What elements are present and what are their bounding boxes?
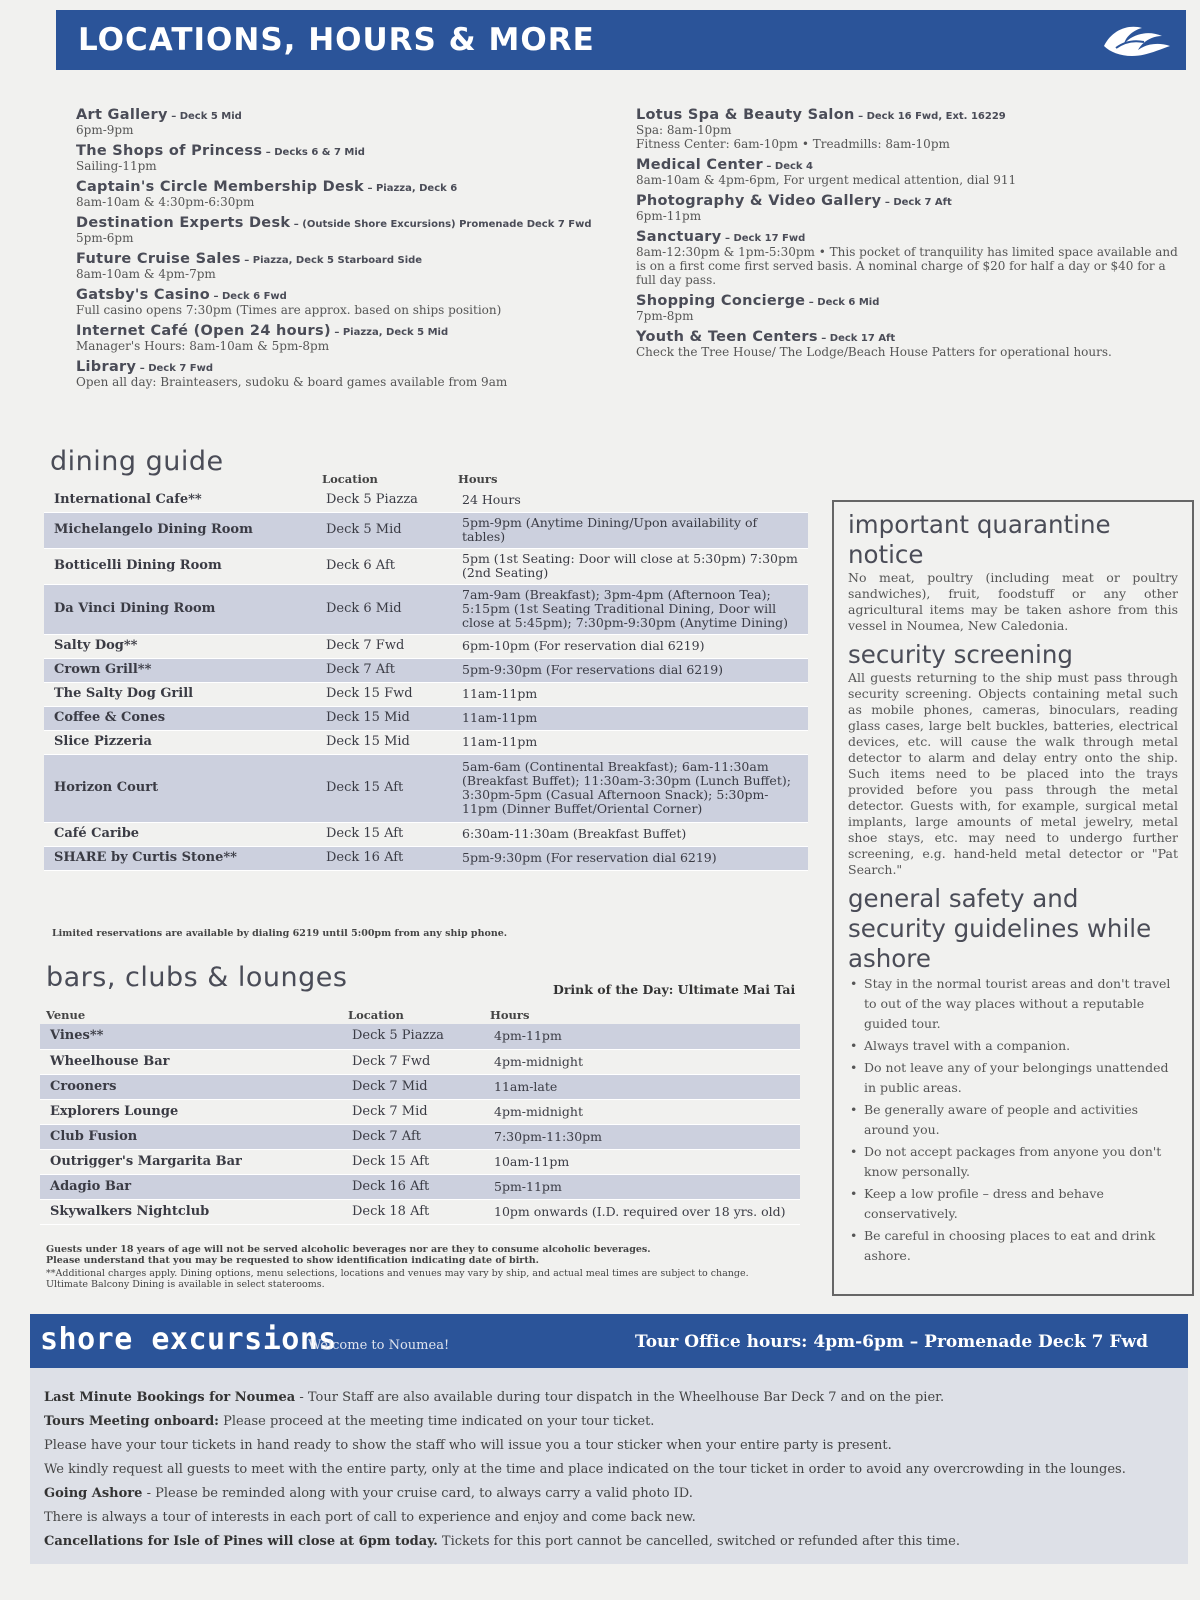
shore-line-text: We kindly request all guests to meet with the entire party, only at the time and place indicated on the tour ticket in order to avoid any overcrowding in the lounges. [44, 1462, 1126, 1477]
dining-venue: Da Vinci Dining Room [44, 584, 316, 634]
shore-line-bold: Last Minute Bookings for Noumea [44, 1390, 296, 1405]
location-entry [636, 326, 1188, 359]
dining-row [44, 488, 808, 512]
bar-location: Deck 7 Mid [342, 1099, 484, 1124]
dining-hours: 5pm (1st Seating: Door will close at 5:30pm) 7:30pm (2nd Seating) [452, 548, 808, 584]
dining-location: Deck 5 Piazza [316, 488, 452, 512]
location-name: Lotus Spa & Beauty Salon [636, 107, 855, 123]
dining-hours: 5am-6am (Continental Breakfast); 6am-11:30am (Breakfast Buffet); 11:30am-3:30pm (Lunch Buffet); 3:30pm-5pm (Casual Afternoon Snack); 5:30pm-11pm (Dinner Buffet/Oriental Corner) [452, 754, 808, 822]
location-dash: – [240, 255, 253, 266]
location-entry [76, 248, 636, 281]
shore-line [44, 1530, 1174, 1554]
dining-location: Deck 16 Aft [316, 846, 452, 870]
location-heading [636, 290, 1188, 309]
location-hours: 6pm-9pm [76, 123, 134, 137]
location-entry [76, 356, 636, 389]
shore-line-text: - Tour Staff are also available during tour dispatch in the Wheelhouse Bar Deck 7 and on the pier. [295, 1390, 945, 1405]
bar-location: Deck 7 Fwd [342, 1049, 484, 1074]
location-deck: Deck 5 Mid [179, 111, 242, 122]
dining-row [44, 822, 808, 846]
dining-venue: Botticelli Dining Room [44, 548, 316, 584]
dining-venue: Horizon Court [44, 754, 316, 822]
notices-sidebar [832, 500, 1194, 1296]
shore-line-text: - Please be reminded along with your cruise card, to always carry a valid photo ID. [142, 1486, 693, 1501]
bar-location: Deck 7 Aft [342, 1124, 484, 1149]
location-name: Library [76, 359, 137, 375]
location-entry [76, 176, 636, 209]
location-heading [76, 140, 636, 159]
location-dash: – [330, 327, 343, 338]
location-name: Internet Café (Open 24 hours) [76, 323, 331, 339]
location-heading [76, 176, 636, 195]
dining-note: Limited reservations are available by dialing 6219 until 5:00pm from any ship phone. [52, 928, 508, 939]
location-hours: 8am-10am & 4:30pm-6:30pm [76, 195, 255, 209]
shore-line [44, 1506, 1174, 1530]
location-heading [76, 284, 636, 303]
location-dash: – [136, 363, 149, 374]
quarantine-title: important quarantine notice [848, 510, 1111, 569]
location-dash: – [805, 297, 818, 308]
dining-hours: 5pm-9:30pm (For reservation dial 6219) [452, 846, 808, 870]
location-heading [636, 226, 1188, 245]
location-name: Photography & Video Gallery [636, 193, 882, 209]
dining-hours: 11am-11pm [452, 682, 808, 706]
bar-venue: Club Fusion [40, 1124, 342, 1149]
location-deck: Deck 7 Aft [893, 197, 952, 208]
location-heading [76, 212, 636, 231]
safety-item: • Be generally aware of people and activities around you. [848, 1100, 1178, 1140]
location-dash: – [210, 291, 222, 302]
bar-hours: 10am-11pm [484, 1149, 800, 1174]
shore-line-text: Please proceed at the meeting time indicated on your tour ticket. [219, 1414, 655, 1429]
location-hours: Manager's Hours: 8am-10am & 5pm-8pm [76, 339, 330, 353]
dining-row [44, 730, 808, 754]
location-hours: 8am-10am & 4pm-6pm, For urgent medical attention, dial 911 [636, 173, 1017, 187]
location-heading [636, 154, 1188, 173]
bar-venue: Vines** [40, 1024, 342, 1049]
location-entry [636, 226, 1188, 287]
bars-table [40, 1006, 800, 1225]
shore-line-bold: Tours Meeting onboard: [44, 1414, 219, 1429]
location-deck: Deck 17 Aft [829, 333, 896, 344]
dining-header-venue [44, 470, 316, 488]
location-entry [76, 284, 636, 317]
bar-location: Deck 15 Aft [342, 1149, 484, 1174]
dining-venue: Coffee & Cones [44, 706, 316, 730]
location-deck: Deck 7 Fwd [148, 363, 214, 374]
bar-hours: 4pm-11pm [484, 1024, 800, 1049]
location-heading [76, 320, 636, 339]
location-hours: 8am-12:30pm & 1pm-5:30pm • This pocket of tranquility has limited space available and is on a first come first served basis. A nominal charge of $20 for half a day or $40 for a full day pass. [636, 245, 1178, 287]
page-title: LOCATIONS, HOURS & MORE [78, 22, 595, 58]
location-entry [636, 154, 1188, 187]
location-dash: – [762, 161, 775, 172]
shore-line-text: Please have your tour tickets in hand ready to show the staff who will issue you a tour sticker when your entire party is present. [44, 1438, 892, 1453]
dining-row [44, 634, 808, 658]
location-hours: Sailing-11pm [76, 159, 157, 173]
location-dash: – [167, 111, 180, 122]
bars-title: bars, clubs & lounges [46, 962, 348, 993]
princess-seawitch-logo-icon [1098, 16, 1176, 64]
location-name: Youth & Teen Centers [636, 329, 818, 345]
dining-venue: Crown Grill** [44, 658, 316, 682]
bar-venue: Wheelhouse Bar [40, 1049, 342, 1074]
dining-hours: 5pm-9pm (Anytime Dining/Upon availability of tables) [452, 512, 808, 548]
dining-row [44, 846, 808, 870]
location-heading [636, 326, 1188, 345]
bar-row [40, 1174, 800, 1199]
shore-line-bold: Cancellations for Isle of Pines will close at 6pm today. [44, 1534, 438, 1549]
dining-hours: 11am-11pm [452, 730, 808, 754]
bar-row [40, 1024, 800, 1049]
dining-venue: Café Caribe [44, 822, 316, 846]
location-hours: Full casino opens 7:30pm (Times are approx. based on ships position) [76, 303, 502, 317]
location-entry [76, 104, 636, 137]
bar-hours: 4pm-midnight [484, 1049, 800, 1074]
location-name: Medical Center [636, 157, 763, 173]
safety-item: • Stay in the normal tourist areas and don't travel to out of the way places without a reputable guided tour. [848, 974, 1178, 1034]
location-hours: 7pm-8pm [636, 309, 694, 323]
location-deck: Piazza, Deck 5 Starboard Side [252, 255, 423, 266]
location-hours: 8am-10am & 4pm-7pm [76, 267, 216, 281]
location-deck: Decks 6 & 7 Mid [274, 147, 365, 158]
bar-venue: Explorers Lounge [40, 1099, 342, 1124]
shore-excursions-bar [30, 1314, 1188, 1368]
bar-location: Deck 16 Aft [342, 1174, 484, 1199]
dining-guide-title: dining guide [50, 446, 224, 477]
dining-location: Deck 15 Mid [316, 706, 452, 730]
safety-item: • Keep a low profile – dress and behave conservatively. [848, 1184, 1178, 1224]
location-hours: Open all day: Brainteasers, sudoku & board games available from 9am [76, 375, 508, 389]
tour-office-hours: Tour Office hours: 4pm-6pm – Promenade Deck 7 Fwd [635, 1332, 1148, 1352]
security-title: security screening [848, 640, 1073, 669]
dining-row [44, 658, 808, 682]
location-deck: Piazza, Deck 6 [375, 183, 458, 194]
dining-header-hours: Hours [458, 472, 498, 486]
location-name: The Shops of Princess [76, 143, 263, 159]
dining-location: Deck 7 Aft [316, 658, 452, 682]
dining-location: Deck 15 Fwd [316, 682, 452, 706]
bar-row [40, 1199, 800, 1224]
shore-line-text: There is always a tour of interests in each port of call to experience and enjoy and come back new. [44, 1510, 696, 1525]
shore-line [44, 1458, 1174, 1482]
shore-info-box [30, 1368, 1188, 1564]
location-dash: – [262, 147, 275, 158]
shore-welcome: Welcome to Noumea! [308, 1338, 450, 1353]
location-dash: – [290, 219, 303, 230]
dining-hours: 6pm-10pm (For reservation dial 6219) [452, 634, 808, 658]
bar-row [40, 1074, 800, 1099]
bars-note-age: Guests under 18 years of age will not be served alcoholic beverages nor are they to consume alcoholic beverages. [46, 1244, 651, 1255]
location-heading [76, 356, 636, 375]
location-entry [636, 290, 1188, 323]
dining-row [44, 754, 808, 822]
location-hours: Spa: 8am-10pm Fitness Center: 6am-10pm • Treadmills: 8am-10pm [636, 123, 950, 151]
dining-location: Deck 15 Aft [316, 822, 452, 846]
location-name: Sanctuary [636, 229, 722, 245]
safety-list [848, 974, 1178, 1266]
dining-venue: Slice Pizzeria [44, 730, 316, 754]
location-hours: 5pm-6pm [76, 231, 134, 245]
location-heading [636, 190, 1188, 209]
dining-location: Deck 15 Mid [316, 730, 452, 754]
location-name: Future Cruise Sales [76, 251, 241, 267]
dining-location: Deck 15 Aft [316, 754, 452, 822]
bar-row [40, 1099, 800, 1124]
dining-row [44, 706, 808, 730]
dining-location: Deck 6 Aft [316, 548, 452, 584]
security-text: All guests returning to the ship must pass through security screening. Objects containing metal such as mobile phones, cameras, binoculars, reading glass cases, large belt buckles, batteries, electrical devices, etc. will cause the walk through metal detector to alarm and delay entry onto the ship. Such items need to be placed into the trays provided before you pass through the metal detector. Guests with, for example, surgical metal implants, large amounts of metal jewelry, metal shoe stays, etc. may need to undergo further screening, e.g. hand-held metal detector or "Pat Search." [848, 670, 1178, 877]
location-entry [76, 140, 636, 173]
dining-row [44, 682, 808, 706]
drink-of-the-day: Drink of the Day: Ultimate Mai Tai [553, 982, 796, 997]
locations-left-column [76, 104, 636, 392]
location-dash: – [721, 233, 734, 244]
location-entry [76, 320, 636, 353]
bar-location: Deck 5 Piazza [342, 1024, 484, 1049]
shore-line [44, 1482, 1174, 1506]
safety-item: • Do not leave any of your belongings unattended in public areas. [848, 1058, 1178, 1098]
location-name: Captain's Circle Membership Desk [76, 179, 364, 195]
location-hours: Check the Tree House/ The Lodge/Beach House Patters for operational hours. [636, 345, 1112, 359]
shore-line [44, 1434, 1174, 1458]
location-entry [76, 212, 636, 245]
bar-location: Deck 18 Aft [342, 1199, 484, 1224]
bar-hours: 10pm onwards (I.D. required over 18 yrs. old) [484, 1199, 800, 1224]
location-entry [636, 190, 1188, 223]
safety-title: general safety and security guidelines while ashore [848, 884, 1152, 973]
bar-venue: Adagio Bar [40, 1174, 342, 1199]
dining-row [44, 512, 808, 548]
bar-row [40, 1149, 800, 1174]
dining-location: Deck 6 Mid [316, 584, 452, 634]
bar-hours: 11am-late [484, 1074, 800, 1099]
quarantine-text: No meat, poultry (including meat or poultry sandwiches), fruit, foodstuff or any other agricultural items may be taken ashore from this vessel in Noumea, New Caledonia. [848, 570, 1178, 633]
dining-table [44, 470, 808, 871]
shore-title: shore excursions [40, 1322, 337, 1357]
bar-row [40, 1049, 800, 1074]
dining-hours: 7am-9am (Breakfast); 3pm-4pm (Afternoon Tea); 5:15pm (1st Seating Traditional Dining, Door will close at 5:45pm); 7:30pm-9:30pm (Anytime Dining) [452, 584, 808, 634]
bars-note-charges: **Additional charges apply. Dining options, menu selections, locations and venues may vary by ship, and actual meal times are subject to change. Ultimate Balcony Dining is available in select staterooms. [46, 1268, 749, 1290]
bar-hours: 7:30pm-11:30pm [484, 1124, 800, 1149]
dining-hours: 5pm-9:30pm (For reservations dial 6219) [452, 658, 808, 682]
dining-header-location: Location [322, 472, 378, 486]
shore-line [44, 1410, 1174, 1434]
dining-venue: Michelangelo Dining Room [44, 512, 316, 548]
bar-hours: 4pm-midnight [484, 1099, 800, 1124]
location-hours: 6pm-11pm [636, 209, 702, 223]
bars-note-id: Please understand that you may be requested to show identification indicating date of birth. [46, 1255, 539, 1266]
location-heading [76, 104, 636, 123]
bar-venue: Outrigger's Margarita Bar [40, 1149, 342, 1174]
location-heading [636, 104, 1188, 123]
location-name: Art Gallery [76, 107, 168, 123]
bar-venue: Skywalkers Nightclub [40, 1199, 342, 1224]
header-bar [56, 10, 1186, 70]
location-deck: Deck 6 Mid [817, 297, 880, 308]
location-entry [636, 104, 1188, 151]
dining-row [44, 584, 808, 634]
safety-item: • Do not accept packages from anyone you don't know personally. [848, 1142, 1178, 1182]
dining-hours: 6:30am-11:30am (Breakfast Buffet) [452, 822, 808, 846]
location-deck: Deck 17 Fwd [733, 233, 806, 244]
location-deck: Deck 6 Fwd [221, 291, 287, 302]
bar-hours: 5pm-11pm [484, 1174, 800, 1199]
location-name: Destination Experts Desk [76, 215, 291, 231]
dining-venue: The Salty Dog Grill [44, 682, 316, 706]
location-dash: – [881, 197, 894, 208]
bars-header-venue: Venue [46, 1008, 86, 1022]
shore-line-text: Tickets for this port cannot be cancelled, switched or refunded after this time. [437, 1534, 960, 1549]
dining-hours: 24 Hours [452, 488, 808, 512]
dining-location: Deck 7 Fwd [316, 634, 452, 658]
location-deck: Piazza, Deck 5 Mid [342, 327, 449, 338]
bars-header-location: Location [348, 1008, 404, 1022]
dining-hours: 11am-11pm [452, 706, 808, 730]
locations-right-column [636, 104, 1188, 362]
location-name: Shopping Concierge [636, 293, 806, 309]
location-deck: Deck 16 Fwd, Ext. 16229 [866, 111, 1006, 122]
bar-location: Deck 7 Mid [342, 1074, 484, 1099]
shore-line-bold: Going Ashore [44, 1486, 143, 1501]
location-name: Gatsby's Casino [76, 287, 211, 303]
location-deck: Deck 4 [774, 161, 814, 172]
bar-venue: Crooners [40, 1074, 342, 1099]
location-dash: – [817, 333, 830, 344]
dining-location: Deck 5 Mid [316, 512, 452, 548]
dining-row [44, 548, 808, 584]
safety-item: • Always travel with a companion. [848, 1036, 1178, 1056]
shore-line [44, 1386, 1174, 1410]
dining-venue: Salty Dog** [44, 634, 316, 658]
location-deck: (Outside Shore Excursions) Promenade Deck 7 Fwd [302, 219, 592, 230]
location-dash: – [363, 183, 376, 194]
location-heading [76, 248, 636, 267]
safety-item: • Be careful in choosing places to eat and drink ashore. [848, 1226, 1178, 1266]
bars-header-hours: Hours [490, 1008, 530, 1022]
location-dash: – [854, 111, 867, 122]
dining-venue: SHARE by Curtis Stone** [44, 846, 316, 870]
bar-row [40, 1124, 800, 1149]
dining-venue: International Cafe** [44, 488, 316, 512]
